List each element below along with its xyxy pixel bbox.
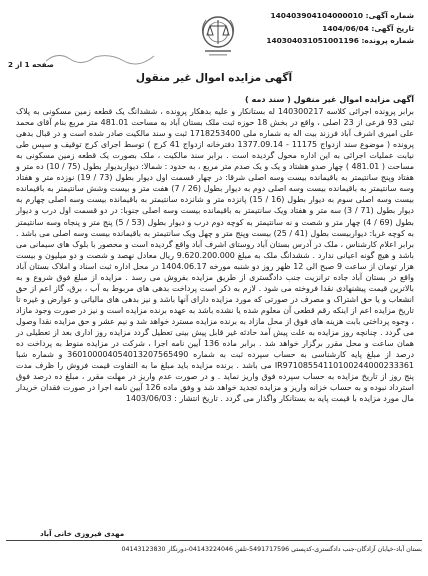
- handwritten-signature: [40, 47, 160, 69]
- signer-name: مهدی فیروزی خانی آباد: [40, 529, 125, 538]
- judiciary-emblem-icon: [190, 8, 246, 64]
- footer-contact: بستان آباد-خیابان آزادگان-جنب دادگستری-کدپستی 5491717596-تلفن 04143224046-دورنگار 04143123830: [121, 546, 422, 553]
- footer-divider: [6, 540, 422, 541]
- page-indicator: صفحه 1 از 2: [8, 60, 54, 69]
- page-title: آگهی مزایده اموال غیر منقول: [135, 72, 293, 84]
- notice-date: تاریخ آگهی: 1404/06/04: [322, 23, 414, 33]
- notice-metadata: [254, 10, 414, 48]
- notice-text: برابر پرونده اجرائی کلاسه 140300217 له بستانکار و علیه بدهکار پرونده ، ششدانگ یک قطعه زمین مسکونی به پلاک ثبتی 93 فرعی از 23 اصلی ، واقع در بخش 18 حوزه ثبت ملک بستان آباد به مساحت 481.01 متر مربع بنام آقای محمد علی امیری اشرف آباد فرزند بیت اله به شماره ملی 1718253400 ثبت و سند مالکیت صادر شده است و در قبال بدهی پرونده ( موضوع سند ازدواج 11175 - 1377.09.14 دفترخانه ازدواج 41 کرج ) توسط اجرای کرج توقیف و سپس طی نیابت عملیات اجرائی به این اداره محول گردیده است . برابر سند مالکیت ، ملک بصورت یک قطعه زمین مسکونی به مساحت ( 481.01 ) چهار صدو هشتاد و یک و یک صدم متر مربع ، به حدود : شمالا: دیواربدیوار بطول (75 / 10) ده متر و هفتاد وپنج سانتیمتر به باقیمانده بیست وسه اصلی شرقا: در چهار قسمت اول دیوار بطول (73 / 19) نوزده متر و هفتاد وسه سانتیمتر به باقیمانده بیست وسه اصلی دوم به دیوار بطول (26 / 7) هفت متر و بیست وشش سانتیمتر به باقیمانده بیست وسه اصلی سوم به دیوار بطول (16 / 15) پانزده متر و شانزده سانتیمتر به باقیمانده بیست وسه اصلی چهارم به دیوار بطول (71 / 3) سه متر و هفتاد ویک سانتیمتر به باقیمانده بیست وسه اصلی جنوبا: در دو قسمت اول درب و دیوار بطول (69 / 4) چهار متر و شصت و نه سانتیمتر به کوچه دوم درب و دیوار بطول (53 / 5) پنج متر و پنجاه وسه سانتیمتر به کوچه غربا: دیواربیست بطول (41 / 25) بیست وپنج متر و چهل ویک سانتیمتر به باقیمانده بیست وسه اصلی می باشد . برابر اعلام کارشناس ، ملک در آدرس بستان آباد روستای اشرف آباد واقع گردیده است و محصور با بلوک های سیمانی می باشد و هیچ گونه اعیانی ندارد . ششدانگ ملک به مبلغ 9.620.200.000 ریال معادل نهصد و شصت و دو میلیون و بیست هزار تومان از ساعت 9 صبح الی 12 ظهر روز دو شنبه مورخه 1404.06.17 در محل اداره ثبت اسناد و املاک بستان آباد واقع در بستان آباد جاده ترانزیت جنب دادگستری از طریق مزایده بفروش می رسد . مزایده از مبلغ فوق شروع و به بالاترین قیمت پیشنهادی نقدا فروخته می شود . لازم به ذکر است پرداخت بدهی های مربوط به آب ، برق، گاز اعم از حق انشعاب و یا حق اشتراک و مصرف در صورتی که مورد مزایده دارای آنها باشد و نیز بدهی های مالیاتی و عوارض و غیره تا تاریخ مزایده اعم از اینکه رقم قطعی آن معلوم شده یا نشده باشد به عهده برنده مزایده است و نیز در صورت وجود مازاد ، وجوه پرداختی بابت هزینه های فوق از محل مازاد به برنده مزایده مسترد خواهد شد و نیم عشر و حق مزایده نقدا وصول می گردد . چنانچه روز مزایده به علت پیش آمد حادثه غیر قابل پیش بینی تعطیل گردد مزایده روز اداری بعد از تعطیلی در همان ساعت و محل مقرر برگزار خواهد شد . برابر ماده 136 آیین نامه اجرا ، شرکت در مزایده منوط به پرداخت ده درصد از مبلغ پایه کارشناسی به حساب سپرده ثبت به شماره 360100004054013207565490 و شماره شبا IR97108554110100244000233361 می باشد . برنده مزایده باید مبلغ ما به التفاوت قیمت فروش را ظرف مدت پنج روز از تاریخ مزایده به حساب سپرده فوق واریز نماید . و در صورت عدم واریز در مهلت مقرر ، مبلغ ده درصد فوق استرداد نبوده و به حساب خزانه واریز و مزایده تجدید خواهد شد و وفق ماده 126 آیین نامه اجرا در صورت فقدان خریدار مال مورد مزایده با قیمت پایه به بستانکار واگذار می گردد . تاریخ انتشار : 1403/06/03: [16, 107, 415, 404]
- notice-number: شماره آگهی: 140403904104000010: [270, 11, 414, 20]
- notice-body: [16, 94, 414, 404]
- notice-lead: آگهی مزایده اموال غیر منقول ( سند دمه ): [244, 94, 414, 104]
- file-number: شماره پرونده: 140304031051001196: [266, 36, 414, 45]
